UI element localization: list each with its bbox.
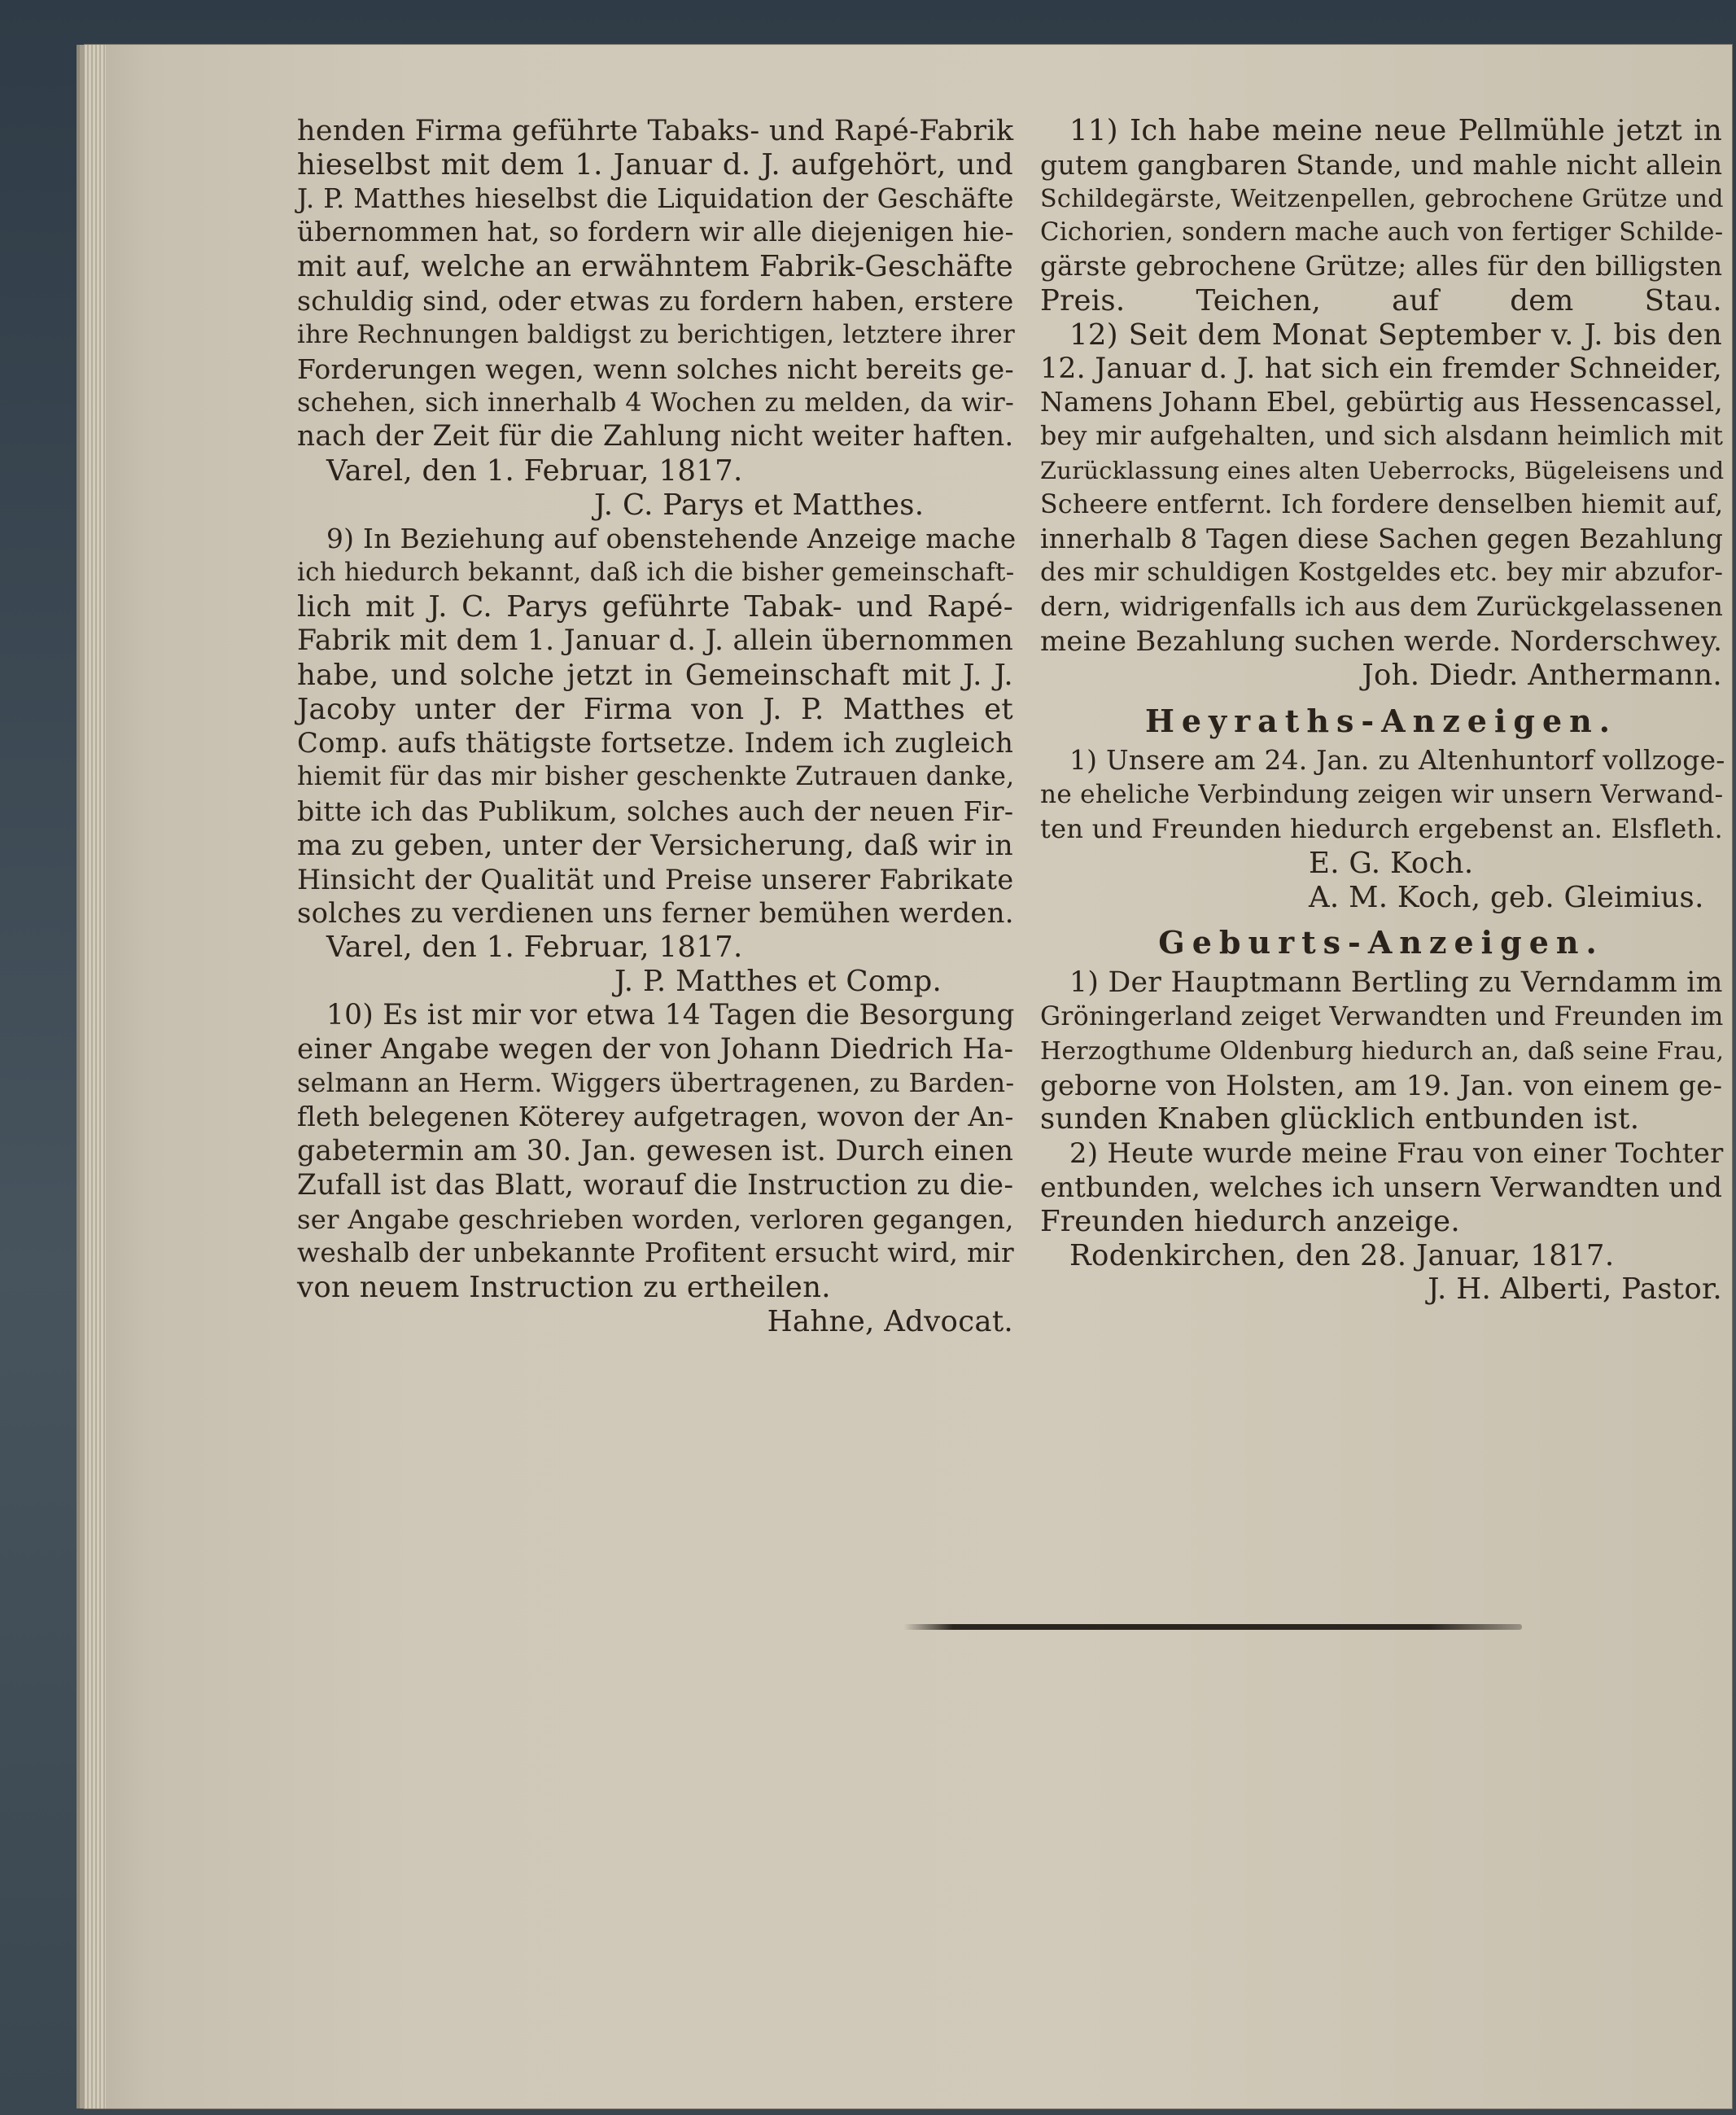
place-date: Varel, den 1. Februar, 1817. [326, 931, 743, 965]
text-line: übernommen hat, so fordern wir alle diejenigen hie- [297, 217, 1014, 248]
signature: Hahne, Advocat. [767, 1304, 1013, 1338]
place-date: Varel, den 1. Februar, 1817. [326, 453, 743, 488]
section-heading-birth: Geburts-Anzeigen. [1158, 924, 1604, 961]
text-line: henden Firma geführte Tabaks- und Rapé-Fabrik [297, 114, 1014, 147]
text-line: Herzogthume Oldenburg hiedurch an, daß seine Frau, [1040, 1036, 1725, 1066]
text-line: ser Angabe geschrieben worden, verloren gegangen, [297, 1203, 1014, 1235]
right-column [1040, 114, 1725, 1307]
text-line: 2) Heute wurde meine Frau von einer Tochter [1069, 1137, 1724, 1170]
text-line: Forderungen wegen, wenn solches nicht bereits ge- [297, 352, 1014, 385]
text-line: meine Bezahlung suchen werde. Norderschwey. [1040, 624, 1723, 657]
text-line: Namens Johann Ebel, gebürtig aus Hessencassel, [1040, 387, 1723, 418]
text-line: Schildegärste, Weitzenpellen, gebrochene Grütze und [1040, 184, 1724, 213]
text-line: hiemit für das mir bisher geschenkte Zutrauen danke, [297, 762, 1015, 792]
text-line: entbunden, welches ich unsern Verwandten und [1040, 1171, 1723, 1203]
text-line: 12. Januar d. J. hat sich ein fremder Schneider, [1040, 352, 1723, 385]
text-line: sunden Knaben glücklich entbunden ist. [1040, 1102, 1640, 1136]
text-line: selmann an Herm. Wiggers übertragenen, zu Barden- [297, 1067, 1015, 1099]
page-edge [85, 45, 106, 2108]
text-line: schehen, sich innerhalb 4 Wochen zu melden, da wir- [297, 387, 1015, 418]
text-line: Gröningerland zeiget Verwandten und Freunden im [1040, 1001, 1724, 1031]
signature: A. M. Koch, geb. Gleimius. [1309, 880, 1704, 914]
text-line: innerhalb 8 Tagen diese Sachen gegen Bezahlung [1040, 523, 1724, 554]
text-line: dern, widrigenfalls ich aus dem Zurückgelassenen [1040, 591, 1724, 623]
signature: J. H. Alberti, Pastor. [1428, 1272, 1722, 1307]
text-line: 9) In Beziehung auf obenstehende Anzeige mache [326, 523, 1017, 554]
text-line: 11) Ich habe meine neue Pellmühle jetzt in [1069, 114, 1722, 147]
text-line: hieselbst mit dem 1. Januar d. J. aufgehört, und [297, 147, 1013, 182]
text-line: Comp. aufs thätigste fortsetze. Indem ich zugleich [297, 727, 1014, 760]
text-line: fleth belegenen Köterey aufgetragen, wovon der An- [297, 1101, 1014, 1133]
text-line: gabetermin am 30. Jan. gewesen ist. Durch einen [297, 1134, 1014, 1167]
text-line: Hinsicht der Qualität und Preise unserer Fabrikate [297, 863, 1014, 895]
text-line: Fabrik mit dem 1. Januar d. J. allein übernommen [297, 624, 1014, 657]
text-line: bey mir aufgehalten, und sich alsdann heimlich mit [1040, 422, 1724, 452]
text-line: ne eheliche Verbindung zeigen wir unsern Verwand- [1040, 780, 1724, 810]
text-line: 12) Seit dem Monat September v. J. bis den [1069, 317, 1722, 352]
section-divider-rule [903, 1624, 1522, 1630]
text-line: ich hiedurch bekannt, daß ich die bisher gemeinschaft- [297, 558, 1015, 588]
text-line: Scheere entfernt. Ich fordere denselben hiemit auf, [1040, 489, 1724, 519]
text-line: einer Angabe wegen der von Johann Diedrich Ha- [297, 1032, 1014, 1066]
text-line: Freunden hiedurch anzeige. [1040, 1204, 1460, 1238]
section-heading-marriage: Heyraths-Anzeigen. [1144, 702, 1618, 739]
text-line: 10) Es ist mir vor etwa 14 Tagen die Besorgung [326, 998, 1015, 1031]
text-line: Cichorien, sondern mache auch von fertiger Schilde- [1040, 217, 1724, 247]
signature: Joh. Diedr. Anthermann. [1362, 658, 1722, 692]
signature: E. G. Koch. [1309, 846, 1474, 880]
text-line: 1) Unsere am 24. Jan. zu Altenhuntorf vollzoge- [1069, 745, 1725, 777]
text-line: gärste gebrochene Grütze; alles für den billigsten [1040, 251, 1723, 282]
text-line: bitte ich das Publikum, solches auch der neuen Fir- [297, 795, 1014, 827]
text-line: J. P. Matthes hieselbst die Liquidation der Geschäfte [297, 182, 1014, 214]
text-line: ihre Rechnungen baldigst zu berichtigen, letztere ihrer [297, 319, 1016, 349]
place-date: Rodenkirchen, den 28. Januar, 1817. [1069, 1238, 1615, 1272]
text-line: von neuem Instruction zu ertheilen. [297, 1271, 831, 1305]
text-line: geborne von Holsten, am 19. Jan. von einem ge- [1040, 1069, 1723, 1101]
text-line: lich mit J. C. Parys geführte Tabak- und Rapé- [297, 590, 1013, 624]
signature: J. P. Matthes et Comp. [614, 964, 942, 998]
text-line: mit auf, welche an erwähntem Fabrik-Geschäfte [297, 250, 1013, 284]
text-line: 1) Der Hauptmann Bertling zu Verndamm im [1069, 966, 1723, 1000]
text-line: Zufall ist das Blatt, worauf die Instruction zu die- [297, 1168, 1014, 1202]
text-line: gutem gangbaren Stande, und mahle nicht allein [1040, 148, 1723, 181]
show-through-area [1058, 1701, 1546, 1864]
text-line: nach der Zeit für die Zahlung nicht weiter haften. [297, 420, 1014, 453]
text-line: ma zu geben, unter der Versicherung, daß wir in [297, 828, 1014, 862]
text-line: weshalb der unbekannte Profitent ersucht wird, mir [297, 1237, 1015, 1269]
signature: J. C. Parys et Matthes. [594, 488, 925, 522]
text-line: Preis. Teichen, auf dem Stau. [1040, 283, 1722, 317]
left-column [297, 114, 1017, 1339]
text-line: schuldig sind, oder etwas zu fordern haben, erstere [297, 284, 1014, 317]
text-line: des mir schuldigen Kostgeldes etc. bey mir abzufor- [1040, 558, 1724, 588]
text-line: ten und Freunden hiedurch ergebenst an. Elsfleth. [1040, 812, 1723, 844]
text-line: solches zu verdienen uns ferner bemühen werden. [297, 897, 1014, 930]
text-line: habe, und solche jetzt in Gemeinschaft mit J. J. [297, 658, 1013, 692]
text-line: Zurücklassung eines alten Ueberrocks, Bügeleisens und [1040, 456, 1725, 484]
text-line: Jacoby unter der Firma von J. P. Matthes et [297, 692, 1013, 726]
